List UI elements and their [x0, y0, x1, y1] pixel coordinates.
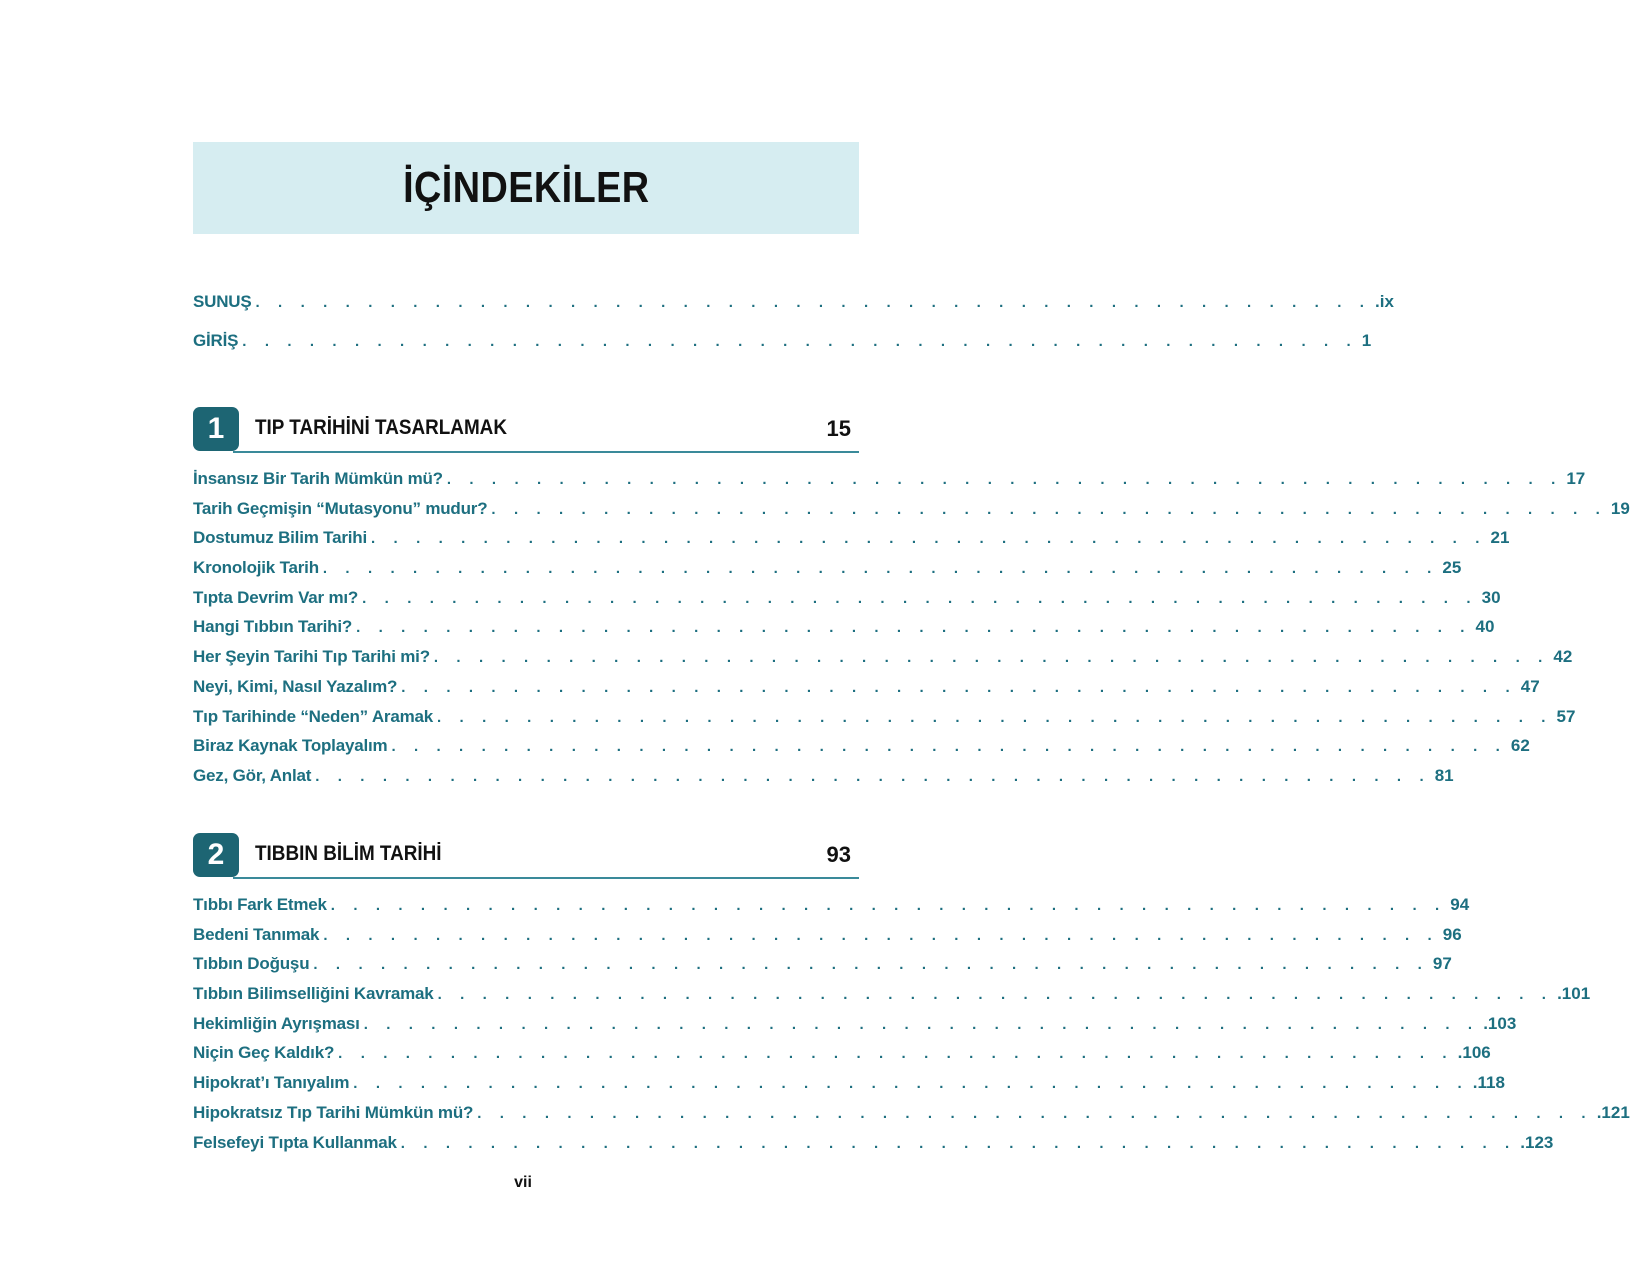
leader-dots: . . . . . . . . . . . . . . . . . . . . . . . . . . . . . . . . . . . . . . . . . . . . . . . . . .	[338, 1045, 1454, 1063]
toc-entry-label: Hekimliğin Ayrışması	[193, 1013, 360, 1033]
chapter-title: TIP TARİHİNİ TASARLAMAK	[255, 416, 507, 439]
toc-entry-page: .106	[1457, 1043, 1491, 1063]
leader-dots: . . . . . . . . . . . . . . . . . . . . . . . . . . . . . . . . . . . . . . . . . . . . . . . . . .	[371, 530, 1487, 548]
toc-entry[interactable]	[193, 587, 1501, 618]
toc-entry-page: 57	[1556, 706, 1576, 726]
front-matter-list	[193, 292, 1394, 370]
toc-entry-label: Tıbbın Doğuşu	[193, 954, 310, 974]
toc-entry-label: Biraz Kaynak Toplayalım	[193, 736, 388, 756]
toc-entry[interactable]	[193, 1043, 1491, 1073]
toc-entry[interactable]	[193, 1073, 1505, 1103]
chapter-title: TIBBIN BİLİM TARİHİ	[255, 842, 442, 865]
toc-entry-page: 47	[1520, 676, 1540, 696]
toc-entry[interactable]	[193, 558, 1462, 588]
toc-entry[interactable]	[193, 676, 1540, 707]
leader-dots: . . . . . . . . . . . . . . . . . . . . . . . . . . . . . . . . . . . . . . . . . . . . . . . . . .	[362, 589, 1478, 607]
toc-entry-giris[interactable]	[193, 331, 1372, 370]
toc-entry[interactable]	[193, 706, 1576, 737]
chapter-page: 93	[826, 842, 851, 867]
toc-entry-label: Kronolojik Tarih	[193, 558, 319, 578]
toc-entry-page: 81	[1434, 765, 1454, 785]
toc-entry[interactable]	[193, 954, 1452, 984]
toc-entry-sunus[interactable]	[193, 292, 1394, 331]
leader-dots: . . . . . . . . . . . . . . . . . . . . . . . . . . . . . . . . . . . . . . . . . . . . . . . . . .	[356, 619, 1472, 637]
leader-dots: . . . . . . . . . . . . . . . . . . . . . . . . . . . . . . . . . . . . . . . . . . . . . . . . . .	[242, 333, 1358, 350]
toc-entry-label: Tıbbın Bilimselliğini Kavramak	[193, 984, 434, 1004]
chapter-number-badge: 1	[193, 407, 239, 451]
toc-entry-page: .121	[1596, 1102, 1630, 1122]
toc-entry-page: .103	[1483, 1013, 1517, 1033]
leader-dots: . . . . . . . . . . . . . . . . . . . . . . . . . . . . . . . . . . . . . . . . . . . . . . . . . .	[255, 294, 1371, 311]
toc-entry-label: Niçin Geç Kaldık?	[193, 1043, 335, 1063]
chapter-divider	[233, 451, 859, 453]
toc-entry[interactable]	[193, 924, 1462, 955]
leader-dots: . . . . . . . . . . . . . . . . . . . . . . . . . . . . . . . . . . . . . . . . . . . . . . . . . .	[313, 956, 1429, 974]
toc-entry-page: 17	[1566, 469, 1586, 488]
chapter-2-entries	[193, 895, 1630, 1162]
toc-entry-page: .101	[1557, 984, 1591, 1004]
toc-entry[interactable]	[193, 1102, 1630, 1133]
toc-entry[interactable]	[193, 528, 1510, 558]
toc-entry[interactable]	[193, 647, 1573, 677]
chapter-page: 15	[826, 416, 851, 441]
toc-entry[interactable]	[193, 469, 1586, 499]
leader-dots: . . . . . . . . . . . . . . . . . . . . . . . . . . . . . . . . . . . . . . . . . . . . . . . . . .	[400, 1134, 1517, 1152]
title-banner	[193, 142, 859, 234]
toc-entry[interactable]	[193, 1013, 1517, 1044]
toc-entry-label: Tıpta Devrim Var mı?	[193, 587, 359, 607]
toc-entry[interactable]	[193, 617, 1495, 647]
leader-dots: . . . . . . . . . . . . . . . . . . . . . . . . . . . . . . . . . . . . . . . . . . . . . . . . . .	[322, 560, 1439, 578]
leader-dots: . . . . . . . . . . . . . . . . . . . . . . . . . . . . . . . . . . . . . . . . . . . . . . . . . .	[391, 738, 1507, 756]
toc-entry-label: GİRİŞ	[193, 331, 239, 350]
leader-dots: . . . . . . . . . . . . . . . . . . . . . . . . . . . . . . . . . . . . . . . . . . . . . . . . . .	[401, 678, 1517, 696]
toc-entry-page: 1	[1361, 331, 1372, 350]
toc-entry-page: 40	[1475, 617, 1495, 637]
toc-entry-label: Bedeni Tanımak	[193, 924, 320, 944]
toc-entry-page: 96	[1442, 924, 1462, 944]
toc-entry-page: 62	[1510, 736, 1530, 756]
chapter-divider	[233, 877, 859, 879]
toc-entry-label: Tıp Tarihinde “Neden” Aramak	[193, 706, 434, 726]
toc-entry[interactable]	[193, 1132, 1554, 1163]
page-number: vii	[514, 1174, 532, 1191]
toc-entry-page: .123	[1520, 1132, 1554, 1152]
chapter-header-1[interactable]	[193, 407, 859, 453]
toc-entry-label: Hipokrat’ı Tanıyalım	[193, 1073, 350, 1093]
toc-entry-label: Felsefeyi Tıpta Kullanmak	[193, 1132, 397, 1152]
toc-entry-page: .ix	[1375, 292, 1394, 311]
toc-entry-label: Neyi, Kimi, Nasıl Yazalım?	[193, 676, 398, 696]
leader-dots: . . . . . . . . . . . . . . . . . . . . . . . . . . . . . . . . . . . . . . . . . . . . . . . . . .	[433, 649, 1550, 667]
toc-entry-page: 25	[1442, 558, 1462, 578]
toc-entry[interactable]	[193, 984, 1591, 1014]
toc-entry-label: Her Şeyin Tarihi Tıp Tarihi mi?	[193, 647, 430, 667]
leader-dots: . . . . . . . . . . . . . . . . . . . . . . . . . . . . . . . . . . . . . . . . . . . . . . . . . .	[437, 708, 1553, 726]
toc-entry[interactable]	[193, 895, 1470, 925]
leader-dots: . . . . . . . . . . . . . . . . . . . . . . . . . . . . . . . . . . . . . . . . . . . . . . . . . .	[323, 926, 1439, 944]
toc-entry-label: İnsansız Bir Tarih Mümkün mü?	[193, 469, 443, 488]
toc-entry-page: 94	[1450, 895, 1470, 914]
leader-dots: . . . . . . . . . . . . . . . . . . . . . . . . . . . . . . . . . . . . . . . . . . . . . . . . . .	[353, 1075, 1469, 1093]
toc-entry-page: 30	[1481, 587, 1501, 607]
toc-entry-label: Dostumuz Bilim Tarihi	[193, 528, 367, 548]
toc-entry[interactable]	[193, 736, 1530, 766]
toc-entry-page: 42	[1553, 647, 1573, 667]
toc-entry-label: Gez, Gör, Anlat	[193, 765, 312, 785]
toc-entry[interactable]	[193, 498, 1630, 529]
chapter-1-entries	[193, 469, 1630, 796]
leader-dots: . . . . . . . . . . . . . . . . . . . . . . . . . . . . . . . . . . . . . . . . . . . . . . . . . .	[330, 897, 1447, 914]
chapter-header-2[interactable]	[193, 833, 859, 879]
toc-entry-page: 21	[1490, 528, 1510, 548]
leader-dots: . . . . . . . . . . . . . . . . . . . . . . . . . . . . . . . . . . . . . . . . . . . . . . . . . .	[437, 986, 1554, 1004]
leader-dots: . . . . . . . . . . . . . . . . . . . . . . . . . . . . . . . . . . . . . . . . . . . . . . . . . .	[477, 1104, 1593, 1122]
toc-entry-page: .118	[1472, 1073, 1505, 1093]
toc-entry-label: Hangi Tıbbın Tarihi?	[193, 617, 353, 637]
page-title: İÇİNDEKİLER	[402, 163, 650, 212]
leader-dots: . . . . . . . . . . . . . . . . . . . . . . . . . . . . . . . . . . . . . . . . . . . . . . . . . .	[315, 767, 1431, 785]
toc-entry-page: 19	[1610, 498, 1630, 518]
leader-dots: . . . . . . . . . . . . . . . . . . . . . . . . . . . . . . . . . . . . . . . . . . . . . . . . . .	[363, 1015, 1480, 1033]
toc-entry-label: Hipokratsız Tıp Tarihi Mümkün mü?	[193, 1102, 474, 1122]
toc-entry-label: Tarih Geçmişin “Mutasyonu” mudur?	[193, 498, 488, 518]
toc-entry-label: SUNUŞ	[193, 292, 252, 311]
toc-entry[interactable]	[193, 765, 1454, 796]
leader-dots: . . . . . . . . . . . . . . . . . . . . . . . . . . . . . . . . . . . . . . . . . . . . . . . . . .	[491, 500, 1607, 518]
toc-entry-page: 97	[1432, 954, 1452, 974]
toc-entry-label: Tıbbı Fark Etmek	[193, 895, 327, 914]
chapter-number-badge: 2	[193, 833, 239, 877]
leader-dots: . . . . . . . . . . . . . . . . . . . . . . . . . . . . . . . . . . . . . . . . . . . . . . . . . .	[446, 471, 1563, 488]
